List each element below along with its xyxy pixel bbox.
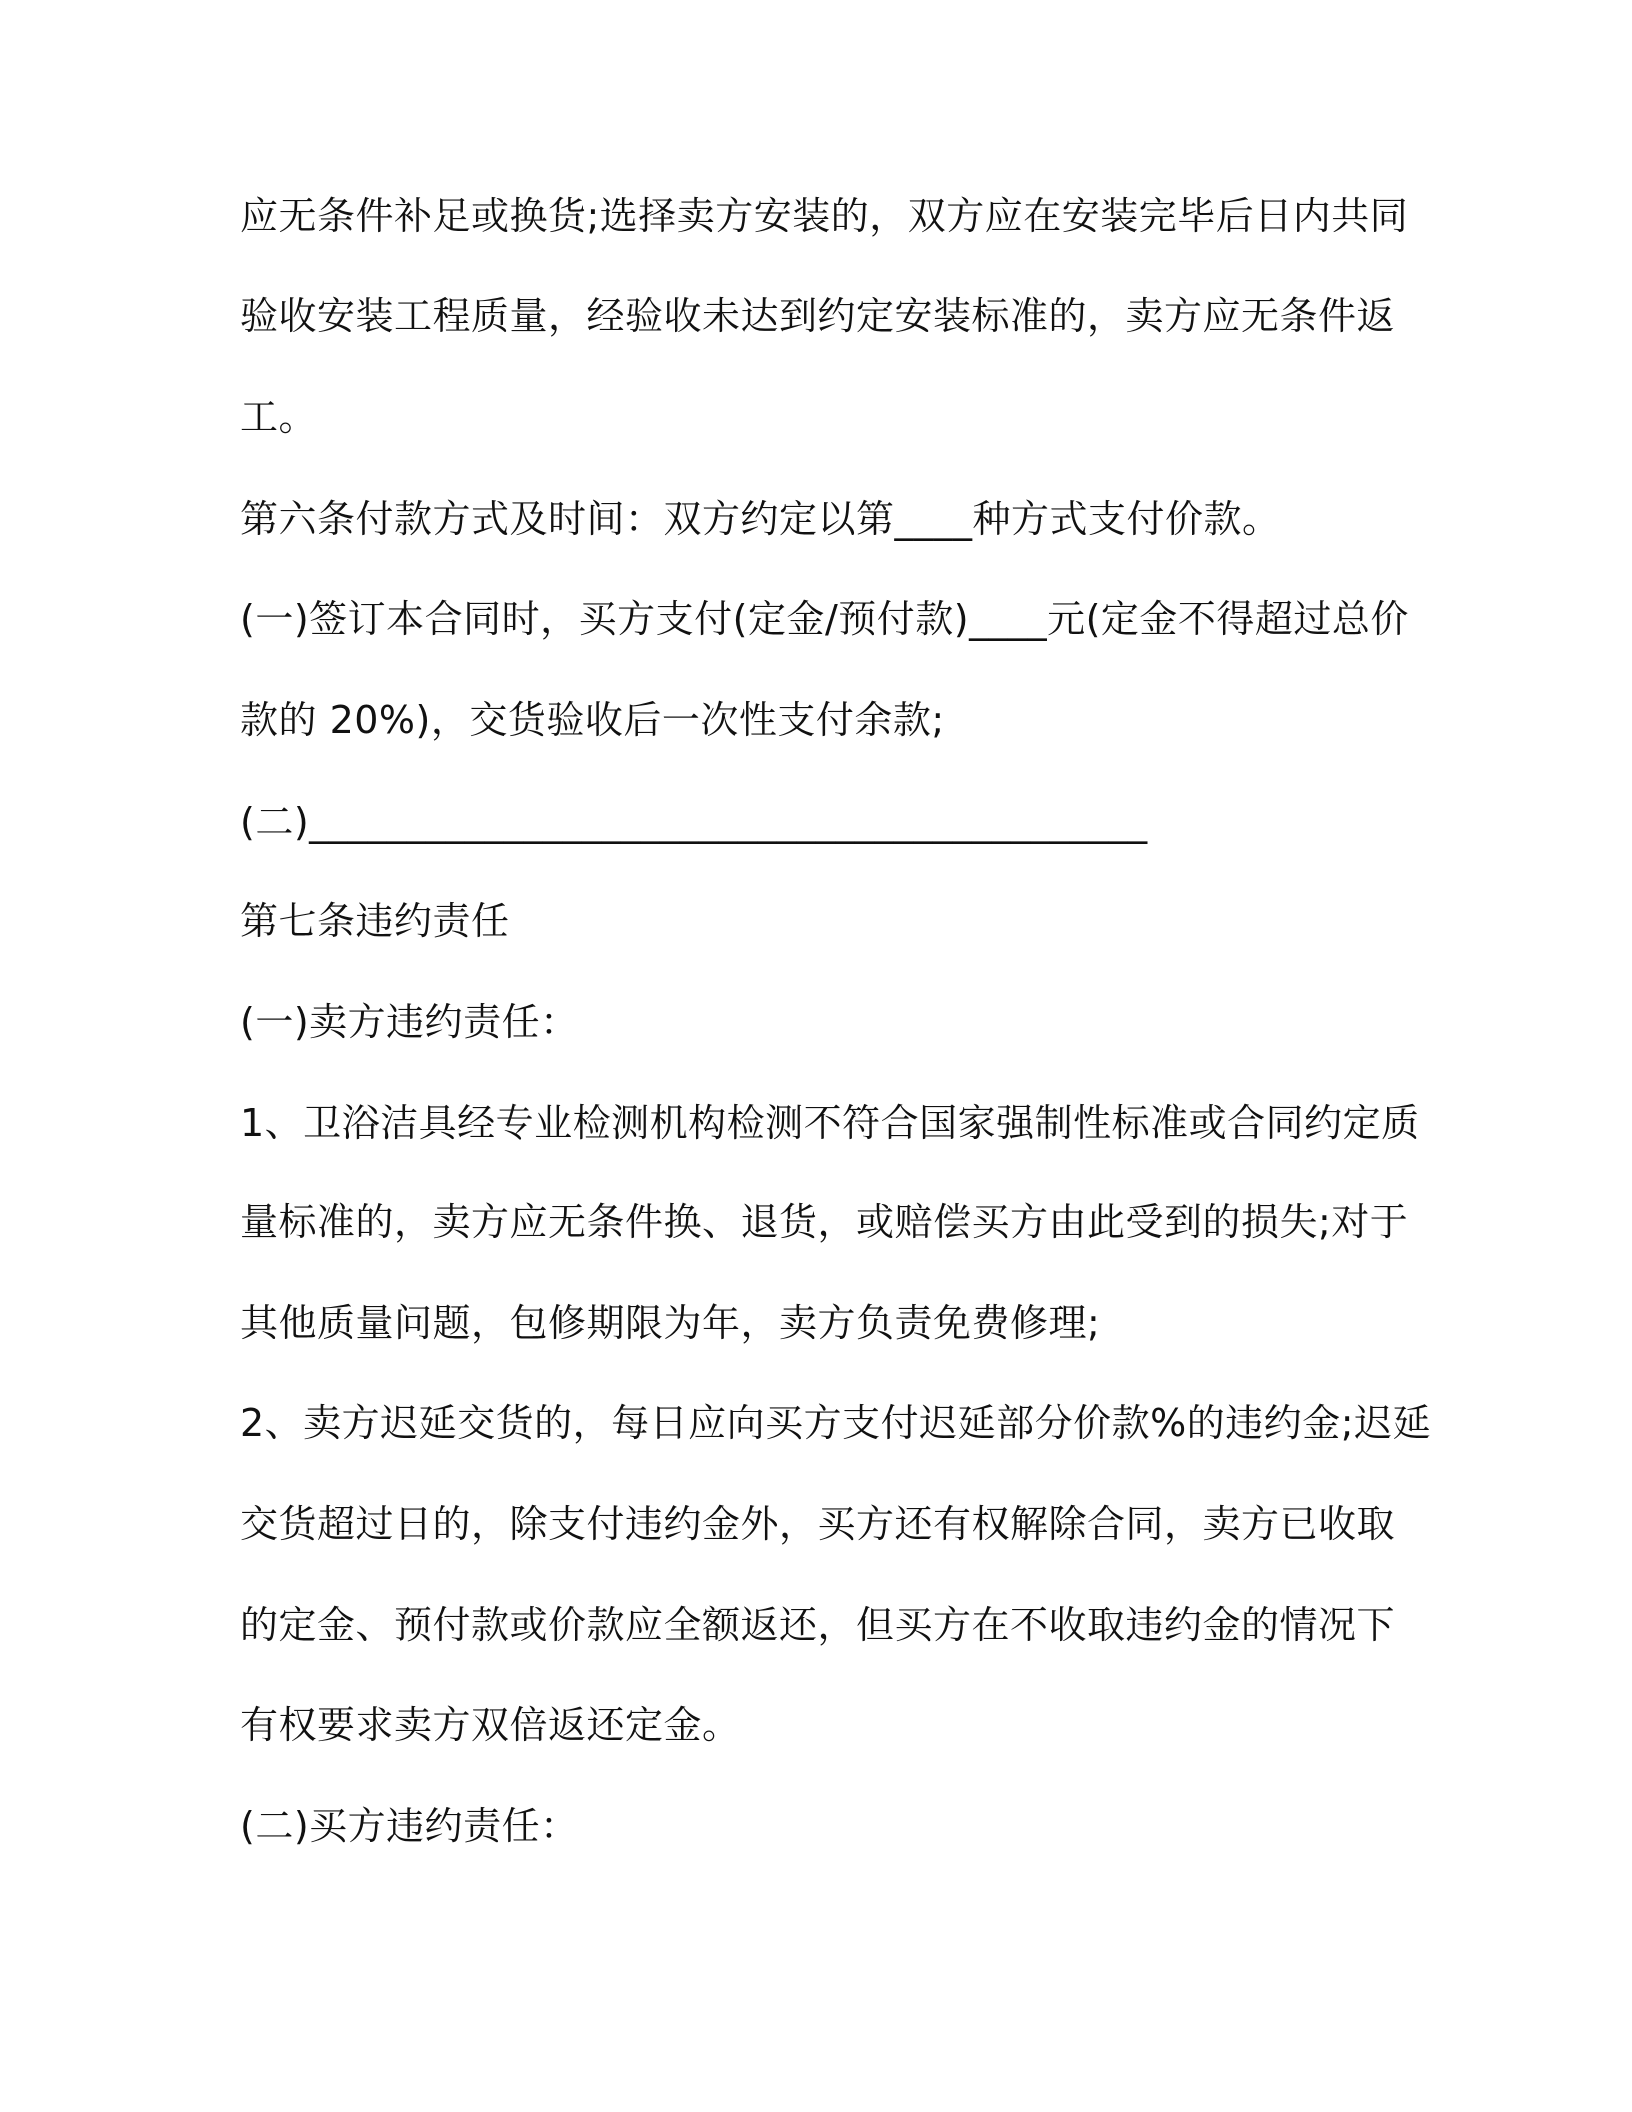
paragraph-line-1: 应无条件补足或换货;选择卖方安装的，双方应在安装完毕后日内共同 [240,194,1409,238]
paragraph-line-2: 验收安装工程质量，经验收未达到约定安装标准的，卖方应无条件返 [240,294,1396,338]
clause-2-line-2: 交货超过日的，除支付违约金外，买方还有权解除合同，卖方已收取 [240,1502,1396,1546]
payment-option-2: (二)___________________________________________ [240,800,1148,844]
payment-option-1-line-2: 款的 20%)，交货验收后一次性支付余款; [240,698,945,742]
clause-1-line-3: 其他质量问题，包修期限为年，卖方负责免费修理; [240,1301,1101,1345]
clause-2-line-1: 2、卖方迟延交货的，每日应向买方支付迟延部分价款%的违约金;迟延 [240,1401,1432,1445]
clause-1-line-2: 量标准的，卖方应无条件换、退货，或赔偿买方由此受到的损失;对于 [240,1200,1409,1244]
clause-1-line-1: 1、卫浴洁具经专业检测机构检测不符合国家强制性标准或合同约定质 [240,1101,1420,1145]
paragraph-line-3: 工。 [240,395,318,439]
clause-2-line-4: 有权要求卖方双倍返还定金。 [240,1703,741,1747]
article-6-heading: 第六条付款方式及时间：双方约定以第____种方式支付价款。 [240,497,1281,541]
clause-2-line-3: 的定金、预付款或价款应全额返还，但买方在不收取违约金的情况下 [240,1603,1396,1647]
payment-option-1-line-1: (一)签订本合同时，买方支付(定金/预付款)____元(定金不得超过总价 [240,597,1409,641]
buyer-liability-heading: (二)买方违约责任： [240,1804,579,1848]
article-7-heading: 第七条违约责任 [240,899,510,943]
seller-liability-heading: (一)卖方违约责任： [240,1000,579,1044]
